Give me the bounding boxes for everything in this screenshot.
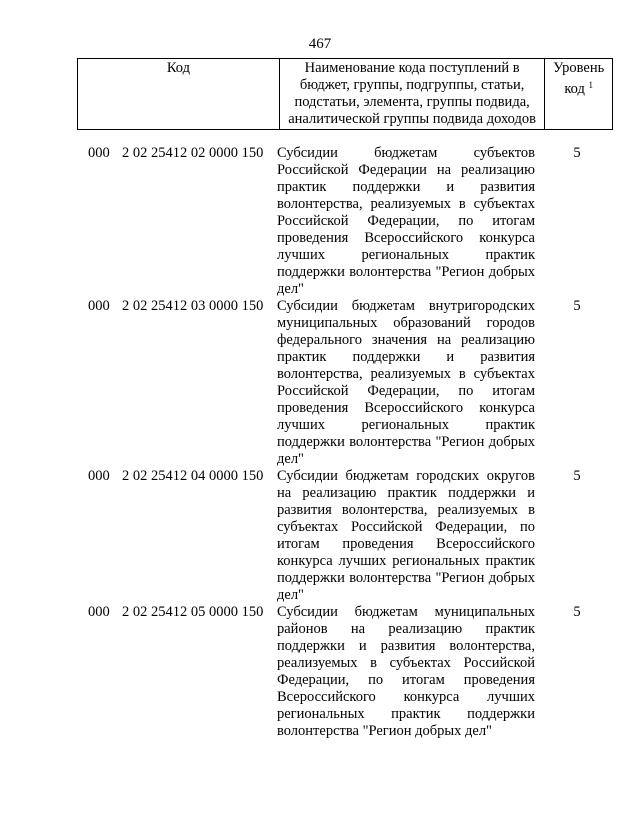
revenue-code: 2 02 25412 04 0000 150 (122, 468, 264, 484)
table-row (77, 298, 617, 468)
revenue-name: Субсидии бюджетам субъектов Российской Федерации на реализацию практик поддержки и развития волонтерства, реализуемых в субъектах Российской Федерации, по итогам проведения Всероссийского конкурса лучших региональных практик поддержки волонтерства "Регион добрых дел" (277, 145, 535, 297)
revenue-name: Субсидии бюджетам городских округов на реализацию практик поддержки и развития волонтерства, реализуемых в субъектах Российской Федерации, по итогам проведения Всероссийского конкурса лучших региональных практик поддержки волонтерства "Регион добрых дел" (277, 468, 535, 603)
header-code: Код (78, 59, 280, 130)
table-row (77, 604, 617, 740)
admin-code: 000 (88, 298, 110, 314)
admin-code: 000 (88, 604, 110, 620)
level-value: 5 (573, 604, 581, 620)
admin-code: 000 (88, 468, 110, 484)
table-row (77, 468, 617, 604)
header-level-text: Уровень код (553, 60, 605, 97)
admin-code: 000 (88, 145, 110, 161)
revenue-name: Субсидии бюджетам муниципальных районов на реализацию практик поддержки и развития волонтерства, реализуемых в субъектах Российской Федерации, по итогам проведения Всероссийского конкурса лучших региональных практик поддержки волонтерства "Регион добрых дел" (277, 604, 535, 739)
page-number: 467 (308, 36, 332, 52)
revenue-code: 2 02 25412 05 0000 150 (122, 604, 264, 620)
revenue-code: 2 02 25412 03 0000 150 (122, 298, 264, 314)
table-body (77, 145, 617, 740)
revenue-name: Субсидии бюджетам внутригородских муниципальных образований городов федерального значения на реализацию практик поддержки и развития волонтерства, реализуемых в субъектах Российской Федерации, по итогам проведения Всероссийского конкурса лучших региональных практик поддержки волонтерства "Регион добрых дел" (277, 298, 535, 467)
footnote-mark: 1 (588, 80, 593, 90)
level-value: 5 (573, 468, 581, 484)
level-value: 5 (573, 145, 581, 161)
level-value: 5 (573, 298, 581, 314)
revenue-code: 2 02 25412 02 0000 150 (122, 145, 264, 161)
header-name: Наименование кода поступлений в бюджет, группы, подгруппы, статьи, подстатьи, элемента, группы подвида, аналитической группы подвида доходов (279, 59, 544, 130)
header-level (545, 59, 613, 130)
table-row (77, 145, 617, 298)
table-header (77, 58, 613, 130)
